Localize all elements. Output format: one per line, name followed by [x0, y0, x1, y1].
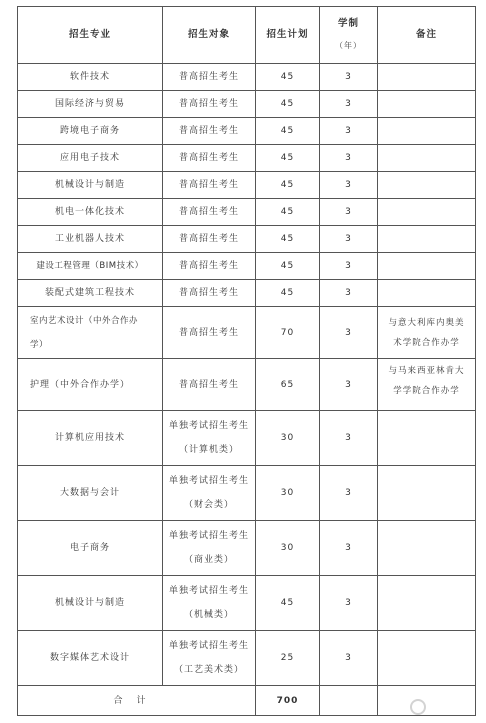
cell-major: 国际经济与贸易: [18, 91, 163, 118]
cell-target-line1: 单独考试招生考生: [168, 641, 249, 651]
header-duration-line2: （年）: [335, 41, 362, 50]
table-row: [18, 521, 476, 576]
cell-plan: 25: [256, 631, 320, 686]
watermark-logo-icon: [410, 699, 426, 715]
cell-years: 3: [320, 253, 378, 280]
cell-target: 普高招生考生: [163, 226, 256, 253]
cell-target: [163, 576, 256, 631]
cell-major: 建设工程管理（BIM技术）: [18, 253, 163, 280]
total-value: 700: [256, 686, 320, 716]
cell-major-line1: 室内艺术设计（中外合作办: [30, 315, 139, 326]
cell-major: 软件技术: [18, 64, 163, 91]
cell-years: 3: [320, 307, 378, 359]
cell-target-line2: （工艺美术类）: [173, 665, 244, 675]
cell-major: 数字媒体艺术设计: [18, 631, 163, 686]
cell-target-line1: 单独考试招生考生: [168, 531, 249, 541]
cell-plan: 45: [256, 172, 320, 199]
cell-target-line1: 单独考试招生考生: [168, 421, 249, 431]
cell-major: 计算机应用技术: [18, 411, 163, 466]
cell-plan: 45: [256, 226, 320, 253]
cell-years: 3: [320, 359, 378, 411]
cell-note: [378, 226, 476, 253]
cell-target: 普高招生考生: [163, 64, 256, 91]
cell-plan: 45: [256, 199, 320, 226]
header-target: 招生对象: [163, 7, 256, 64]
cell-note: [378, 64, 476, 91]
header-duration: [320, 7, 378, 64]
cell-major: 大数据与会计: [18, 466, 163, 521]
cell-note: [378, 307, 476, 359]
table-row: [18, 466, 476, 521]
cell-note: [378, 359, 476, 411]
cell-plan: 45: [256, 280, 320, 307]
table-row: [18, 280, 476, 307]
cell-target: [163, 631, 256, 686]
cell-target: 普高招生考生: [163, 91, 256, 118]
cell-note: [378, 521, 476, 576]
table-row: [18, 199, 476, 226]
cell-note-line2: 术学院合作办学: [393, 337, 460, 348]
cell-target: 普高招生考生: [163, 280, 256, 307]
cell-major: 应用电子技术: [18, 145, 163, 172]
cell-target-line2: （财会类）: [183, 500, 234, 510]
cell-plan: 30: [256, 411, 320, 466]
cell-target-line1: 单独考试招生考生: [168, 586, 249, 596]
header-major: 招生专业: [18, 7, 163, 64]
cell-years: 3: [320, 172, 378, 199]
cell-plan: 30: [256, 466, 320, 521]
cell-plan: 30: [256, 521, 320, 576]
table-row: [18, 253, 476, 280]
table-row: [18, 172, 476, 199]
cell-plan: 45: [256, 91, 320, 118]
cell-target: [163, 411, 256, 466]
cell-years: 3: [320, 199, 378, 226]
cell-major: 装配式建筑工程技术: [18, 280, 163, 307]
cell-plan: 45: [256, 118, 320, 145]
cell-major-line2: 学）: [30, 339, 49, 350]
cell-note: [378, 118, 476, 145]
cell-major: [18, 307, 163, 359]
cell-target: 普高招生考生: [163, 118, 256, 145]
cell-note: [378, 411, 476, 466]
cell-years: 3: [320, 118, 378, 145]
cell-target-line2: （商业类）: [183, 555, 234, 565]
cell-years: 3: [320, 91, 378, 118]
cell-note: [378, 172, 476, 199]
cell-note: [378, 576, 476, 631]
cell-target: [163, 521, 256, 576]
cell-target-line2: （计算机类）: [178, 445, 239, 455]
cell-major: 机电一体化技术: [18, 199, 163, 226]
table-row: [18, 359, 476, 411]
cell-note-line2: 学学院合作办学: [393, 386, 460, 396]
total-row: [18, 686, 476, 716]
cell-target: 普高招生考生: [163, 145, 256, 172]
header-notes: 备注: [378, 7, 476, 64]
total-label: 合计: [18, 686, 256, 716]
table-row: [18, 411, 476, 466]
watermark: [410, 697, 474, 717]
table-row: [18, 64, 476, 91]
table-row: [18, 91, 476, 118]
cell-target: 普高招生考生: [163, 307, 256, 359]
cell-years: 3: [320, 64, 378, 91]
cell-target-line1: 单独考试招生考生: [168, 476, 249, 486]
cell-major: 电子商务: [18, 521, 163, 576]
table-row: [18, 118, 476, 145]
cell-years: 3: [320, 145, 378, 172]
cell-plan: 45: [256, 64, 320, 91]
cell-note: [378, 91, 476, 118]
cell-note: [378, 280, 476, 307]
cell-note: [378, 199, 476, 226]
header-plan: 招生计划: [256, 7, 320, 64]
cell-major: 跨境电子商务: [18, 118, 163, 145]
cell-plan: 70: [256, 307, 320, 359]
cell-target: 普高招生考生: [163, 199, 256, 226]
cell-note: [378, 631, 476, 686]
header-duration-line1: 学制: [337, 18, 359, 29]
cell-note: [378, 145, 476, 172]
cell-years: 3: [320, 466, 378, 521]
cell-years: 3: [320, 521, 378, 576]
cell-target: 普高招生考生: [163, 253, 256, 280]
table-row: [18, 145, 476, 172]
cell-years: 3: [320, 631, 378, 686]
cell-note-line1: 与马来西亚林肯大: [388, 366, 465, 376]
cell-plan: 45: [256, 253, 320, 280]
cell-plan: 45: [256, 576, 320, 631]
cell-note: [378, 466, 476, 521]
table-row: [18, 576, 476, 631]
cell-target: 普高招生考生: [163, 359, 256, 411]
cell-major: 机械设计与制造: [18, 172, 163, 199]
cell-years: 3: [320, 280, 378, 307]
cell-major: 工业机器人技术: [18, 226, 163, 253]
enrollment-table: [17, 6, 476, 716]
cell-target-line2: （机械类）: [183, 610, 234, 620]
cell-years: 3: [320, 226, 378, 253]
cell-target: 普高招生考生: [163, 172, 256, 199]
cell-note: [378, 253, 476, 280]
cell-plan: 45: [256, 145, 320, 172]
cell-years: 3: [320, 411, 378, 466]
table-row: [18, 307, 476, 359]
table-row: [18, 631, 476, 686]
cell-major: 机械设计与制造: [18, 576, 163, 631]
cell-note-line1: 与意大利库内奥美: [388, 317, 465, 328]
cell-plan: 65: [256, 359, 320, 411]
cell-target: [163, 466, 256, 521]
cell-years: 3: [320, 576, 378, 631]
cell-major: 护理（中外合作办学）: [18, 359, 163, 411]
table-row: [18, 226, 476, 253]
header-row: [18, 7, 476, 64]
total-empty-years: [320, 686, 378, 716]
